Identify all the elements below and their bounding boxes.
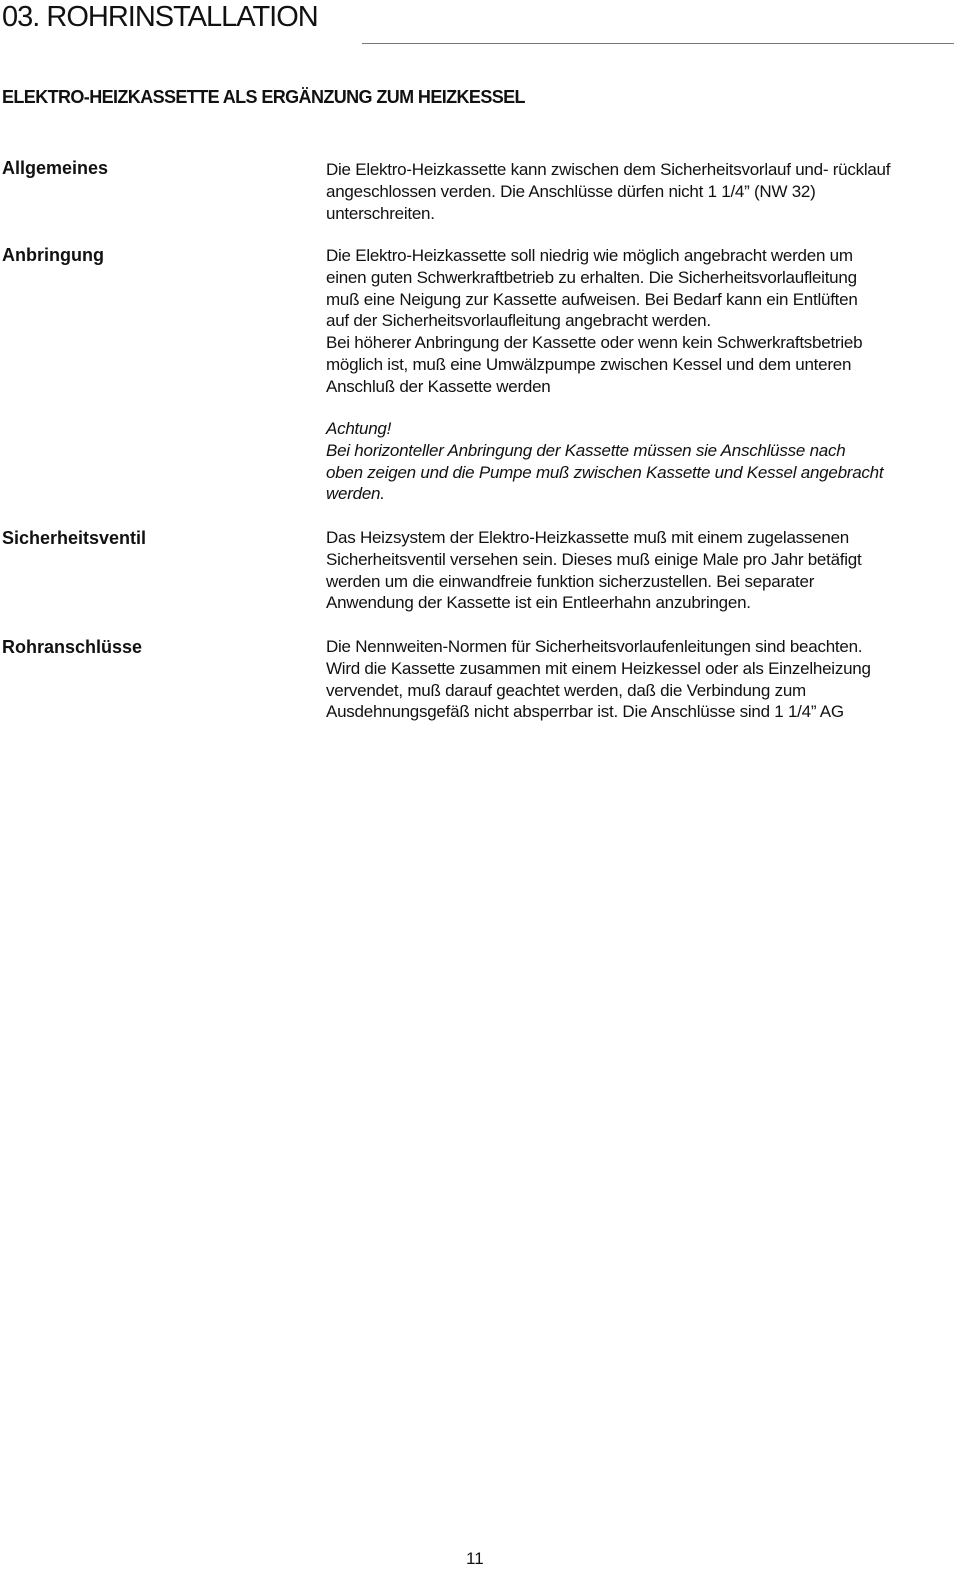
title-rule [362, 43, 954, 44]
text-rohranschluesse: Die Nennweiten-Normen für Sicherheitsvorlaufenleitungen sind beachten. Wird die Kassette zusammen mit einem Heizkessel oder als Einzelheizung vervendet, muß darauf geachtet werden, daß die Verbindung zum Ausdehnungsgefäß nicht absperrbar ist. Die Anschlüsse sind 1 1/4” AG [326, 637, 871, 722]
label-allgemeines: Allgemeines [2, 158, 109, 178]
text-anbringung: Die Elektro-Heizkassette soll niedrig wie möglich angebracht werden um einen guten Schwerkraftbetrieb zu erhalten. Die Sicherheitsvorlaufleitung muß eine Neigung zur Kassette aufweisen. Bei Bedarf kann ein Entlüften auf der Sicherheitsvorlaufleitung angebracht werden. Bei höherer Anbringung der Kassette oder wenn kein Schwerkraftsbetrieb möglich ist, muß eine Umwälzpumpe zwischen Kessel und dem unteren Anschluß der Kassette werden [326, 246, 863, 396]
page-header [2, 0, 954, 46]
page-number: 11 [466, 1549, 484, 1568]
page-title: 03. ROHRINSTALLATION [2, 1, 318, 33]
text-sicherheitsventil: Das Heizsystem der Elektro-Heizkassette muß mit einem zugelassenen Sicherheitsventil versehen sein. Dieses muß einige Male pro Jahr betäfigt werden um die einwandfreie funktion sicherzustellen. Bei separater Anwendung der Kassette ist ein Entleerhahn anzubringen. [326, 528, 862, 613]
label-rohranschluesse: Rohranschlüsse [2, 637, 143, 657]
warning-anbringung: Achtung! Bei horizonteller Anbringung der Kassette müssen sie Anschlüsse nach oben zeigen und die Pumpe muß zwischen Kassette und Kessel angebracht werden. [326, 419, 884, 504]
text-allgemeines: Die Elektro-Heizkassette kann zwischen dem Sicherheitsvorlauf und- rücklauf angeschlossen verden. Die Anschlüsse dürfen nicht 1 1/4” (NW 32) unterschreiten. [326, 160, 891, 223]
label-sicherheitsventil: Sicherheitsventil [2, 528, 147, 548]
label-anbringung: Anbringung [2, 245, 104, 265]
section-heading: ELEKTRO-HEIZKASSETTE ALS ERGÄNZUNG ZUM HEIZKESSEL [2, 87, 525, 107]
